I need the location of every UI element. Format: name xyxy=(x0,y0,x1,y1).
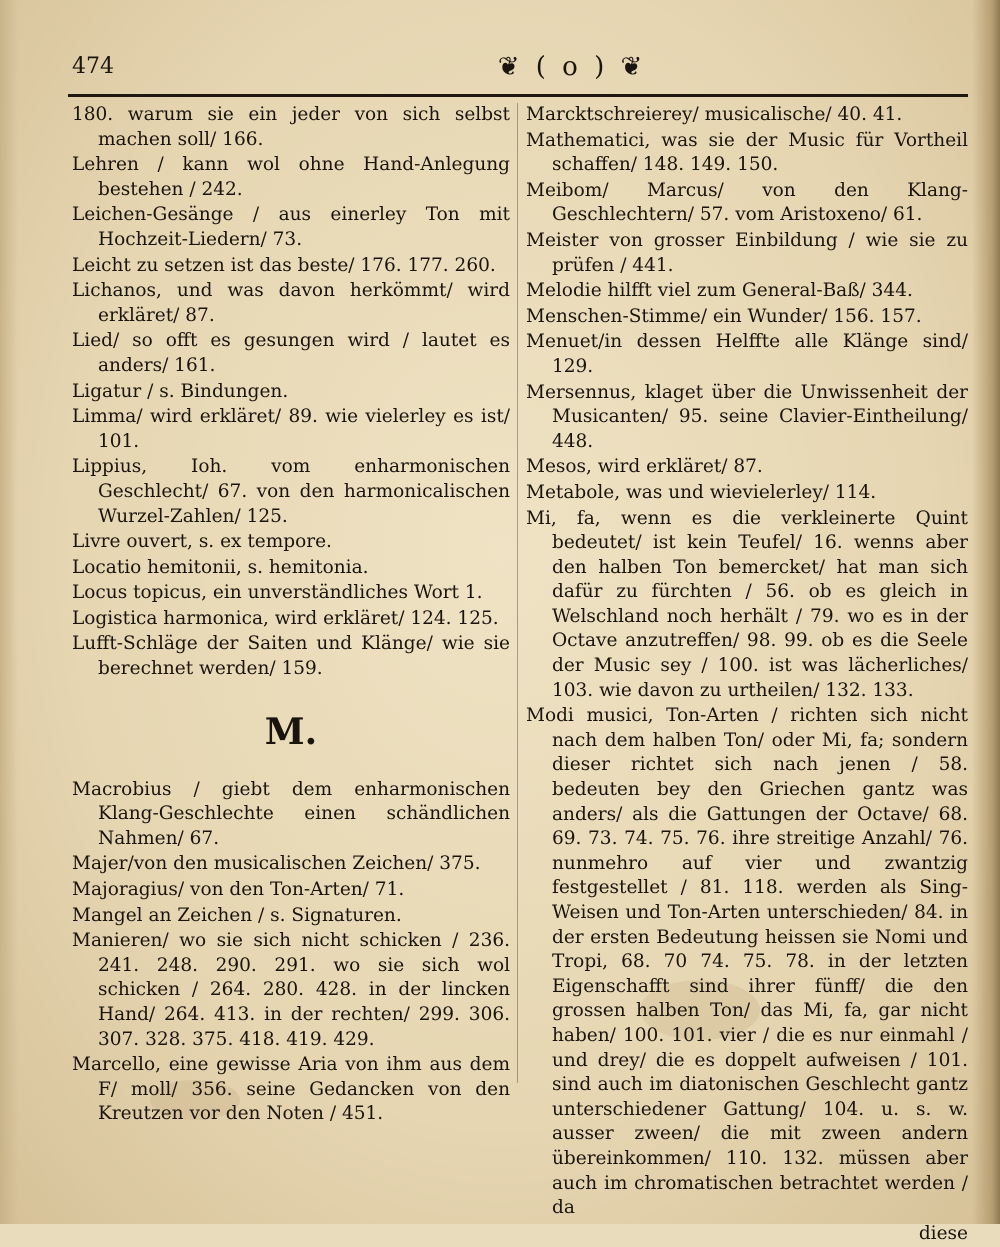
index-entry: Marcktschreierey/ musicalische/ 40. 41. xyxy=(526,104,903,125)
index-entry: Lied/ so offt es gesungen wird / lautet es anders/ 161. xyxy=(72,330,510,376)
index-entry: Ligatur / s. Bindungen. xyxy=(72,380,289,402)
index-entry: Mathematici, was sie der Music für Vortheil schaffen/ 148. 149. 150. xyxy=(526,129,968,176)
column-divider xyxy=(517,103,518,1083)
index-entry: Mi, fa, wenn es die verkleinerte Quint bedeutet/ ist kein Teufel/ 16. wenns aber den halben Ton bemercket/ hat man sich dafür zu fürchten / 56. ob es gleich in Welschland noch herhält / 79. wo es in der Octave anzutreffen/ 98. 99. ob es die Seele der Music sey / 100. ist was lächerliches/ 103. wie davon zu urtheilen/ 132. 133. xyxy=(526,507,968,701)
catchword: diese xyxy=(918,1222,968,1244)
page-shadow-left xyxy=(0,0,18,1224)
index-entry: Leicht zu setzen ist das beste/ 176. 177. 260. xyxy=(72,254,496,276)
index-entry: Logistica harmonica, wird erkläret/ 124. 125. xyxy=(72,607,499,629)
index-entry: Lufft-Schläge der Saiten und Klänge/ wie sie berechnet werden/ 159. xyxy=(72,633,510,680)
index-entry: Modi musici, Ton-Arten / richten sich nicht nach dem halben Ton/ oder Mi, fa; sondern dieser richtet sich nach jenen / 58. bedeuten bey den Griechen gantz was anders/ als die Gattungen der Octave/ 68. 69. 73. 74. 75. 76. ihre streitige Anzahl/ 76. nunmehro auf vier und zwantzig festgestellet / 81. 118. werden als Sing-Weisen und Ton-Arten unterschieden/ 84. in der ersten Bedeutung heissen sie Nomi und Tropi, 68. 70 74. 75. 78. in der letzten Eigenschafft sind ihrer fünff/ die den grossen halben Ton/ das Mi, fa, gar nicht haben/ 100. 101. vier / die es nur einmahl / und drey/ die es doppelt aufweisen / 101. sind auch im diatonischen Geschlecht gantz unterschiedener Gattung/ 104. u. s. w. ausser zween/ die mit zween andern übereinkommen/ 110. 132. müssen aber auch im chromatischen betrachtet werden / da xyxy=(526,705,968,1219)
right-column xyxy=(526,103,968,1247)
index-entry: Meister von grosser Einbildung / wie sie zu prüfen / 441. xyxy=(526,229,968,276)
index-entry: Majoragius/ von den Ton-Arten/ 71. xyxy=(72,879,405,901)
index-entry: 180. warum sie ein jeder von sich selbst machen soll/ 166. xyxy=(72,104,510,150)
index-entry: Limma/ wird erkläret/ 89. wie vielerley es ist/ 101. xyxy=(72,406,510,452)
left-column xyxy=(72,103,510,1128)
index-entry: Leichen-Gesänge / aus einerley Ton mit Hochzeit-Liedern/ 73. xyxy=(72,204,510,250)
index-entry: Meibom/ Marcus/ von den Klang-Geschlechtern/ 57. vom Aristoxeno/ 61. xyxy=(526,179,968,226)
index-entry: Manieren/ wo sie sich nicht schicken / 236. 241. 248. 290. 291. wo sie sich wol schicken / 264. 280. 428. in der lincken Hand/ 264. 413. in der rechten/ 299. 306. 307. 328. 375. 418. 419. 429. xyxy=(72,930,510,1050)
index-entry: Locatio hemitonii, s. hemitonia. xyxy=(72,556,369,578)
index-entry: Marcello, eine gewisse Aria von ihm aus dem F/ moll/ 356. seine Gedancken von den Kreutzen vor den Noten / 451. xyxy=(72,1054,510,1125)
index-entry: Livre ouvert, s. ex tempore. xyxy=(72,531,332,553)
index-entry: Mangel an Zeichen / s. Signaturen. xyxy=(72,904,402,926)
index-entry: Lippius, Ioh. vom enharmonischen Geschlecht/ 67. von den harmonicalischen Wurzel-Zahlen/ 125. xyxy=(72,456,510,527)
index-entry: Metabole, was und wievielerley/ 114. xyxy=(526,481,877,503)
index-entry: Lehren / kann wol ohne Hand-Anlegung bestehen / 242. xyxy=(72,154,510,200)
index-entry: Lichanos, und was davon herkömmt/ wird erkläret/ 87. xyxy=(72,280,510,326)
page-shadow-right xyxy=(972,0,1000,1224)
index-entry: Locus topicus, ein unverständliches Wort 1. xyxy=(72,582,483,604)
index-entry: Macrobius / giebt dem enharmonischen Klang-Geschlechte einen schändlichen Nahmen/ 67. xyxy=(72,778,510,849)
index-entry: Majer/von den musicalischen Zeichen/ 375. xyxy=(72,853,481,875)
section-letter: M. xyxy=(264,710,318,753)
page-number: 474 xyxy=(72,54,114,79)
page-header xyxy=(62,52,962,96)
index-entry: Mesos, wird erkläret/ 87. xyxy=(526,456,763,478)
index-entry: Melodie hilfft viel zum General-Baß/ 344. xyxy=(526,280,913,302)
header-rule xyxy=(68,94,968,97)
index-entry: Menuet/in dessen Helffte alle Klänge sind/ 129. xyxy=(526,331,968,377)
header-ornament: ❦ ( o ) ❦ xyxy=(497,52,647,82)
index-entry: Mersennus, klaget über die Unwissenheit der Musicanten/ 95. seine Clavier-Eintheilung/ 448. xyxy=(526,381,968,452)
index-entry: Menschen-Stimme/ ein Wunder/ 156. 157. xyxy=(526,305,922,327)
